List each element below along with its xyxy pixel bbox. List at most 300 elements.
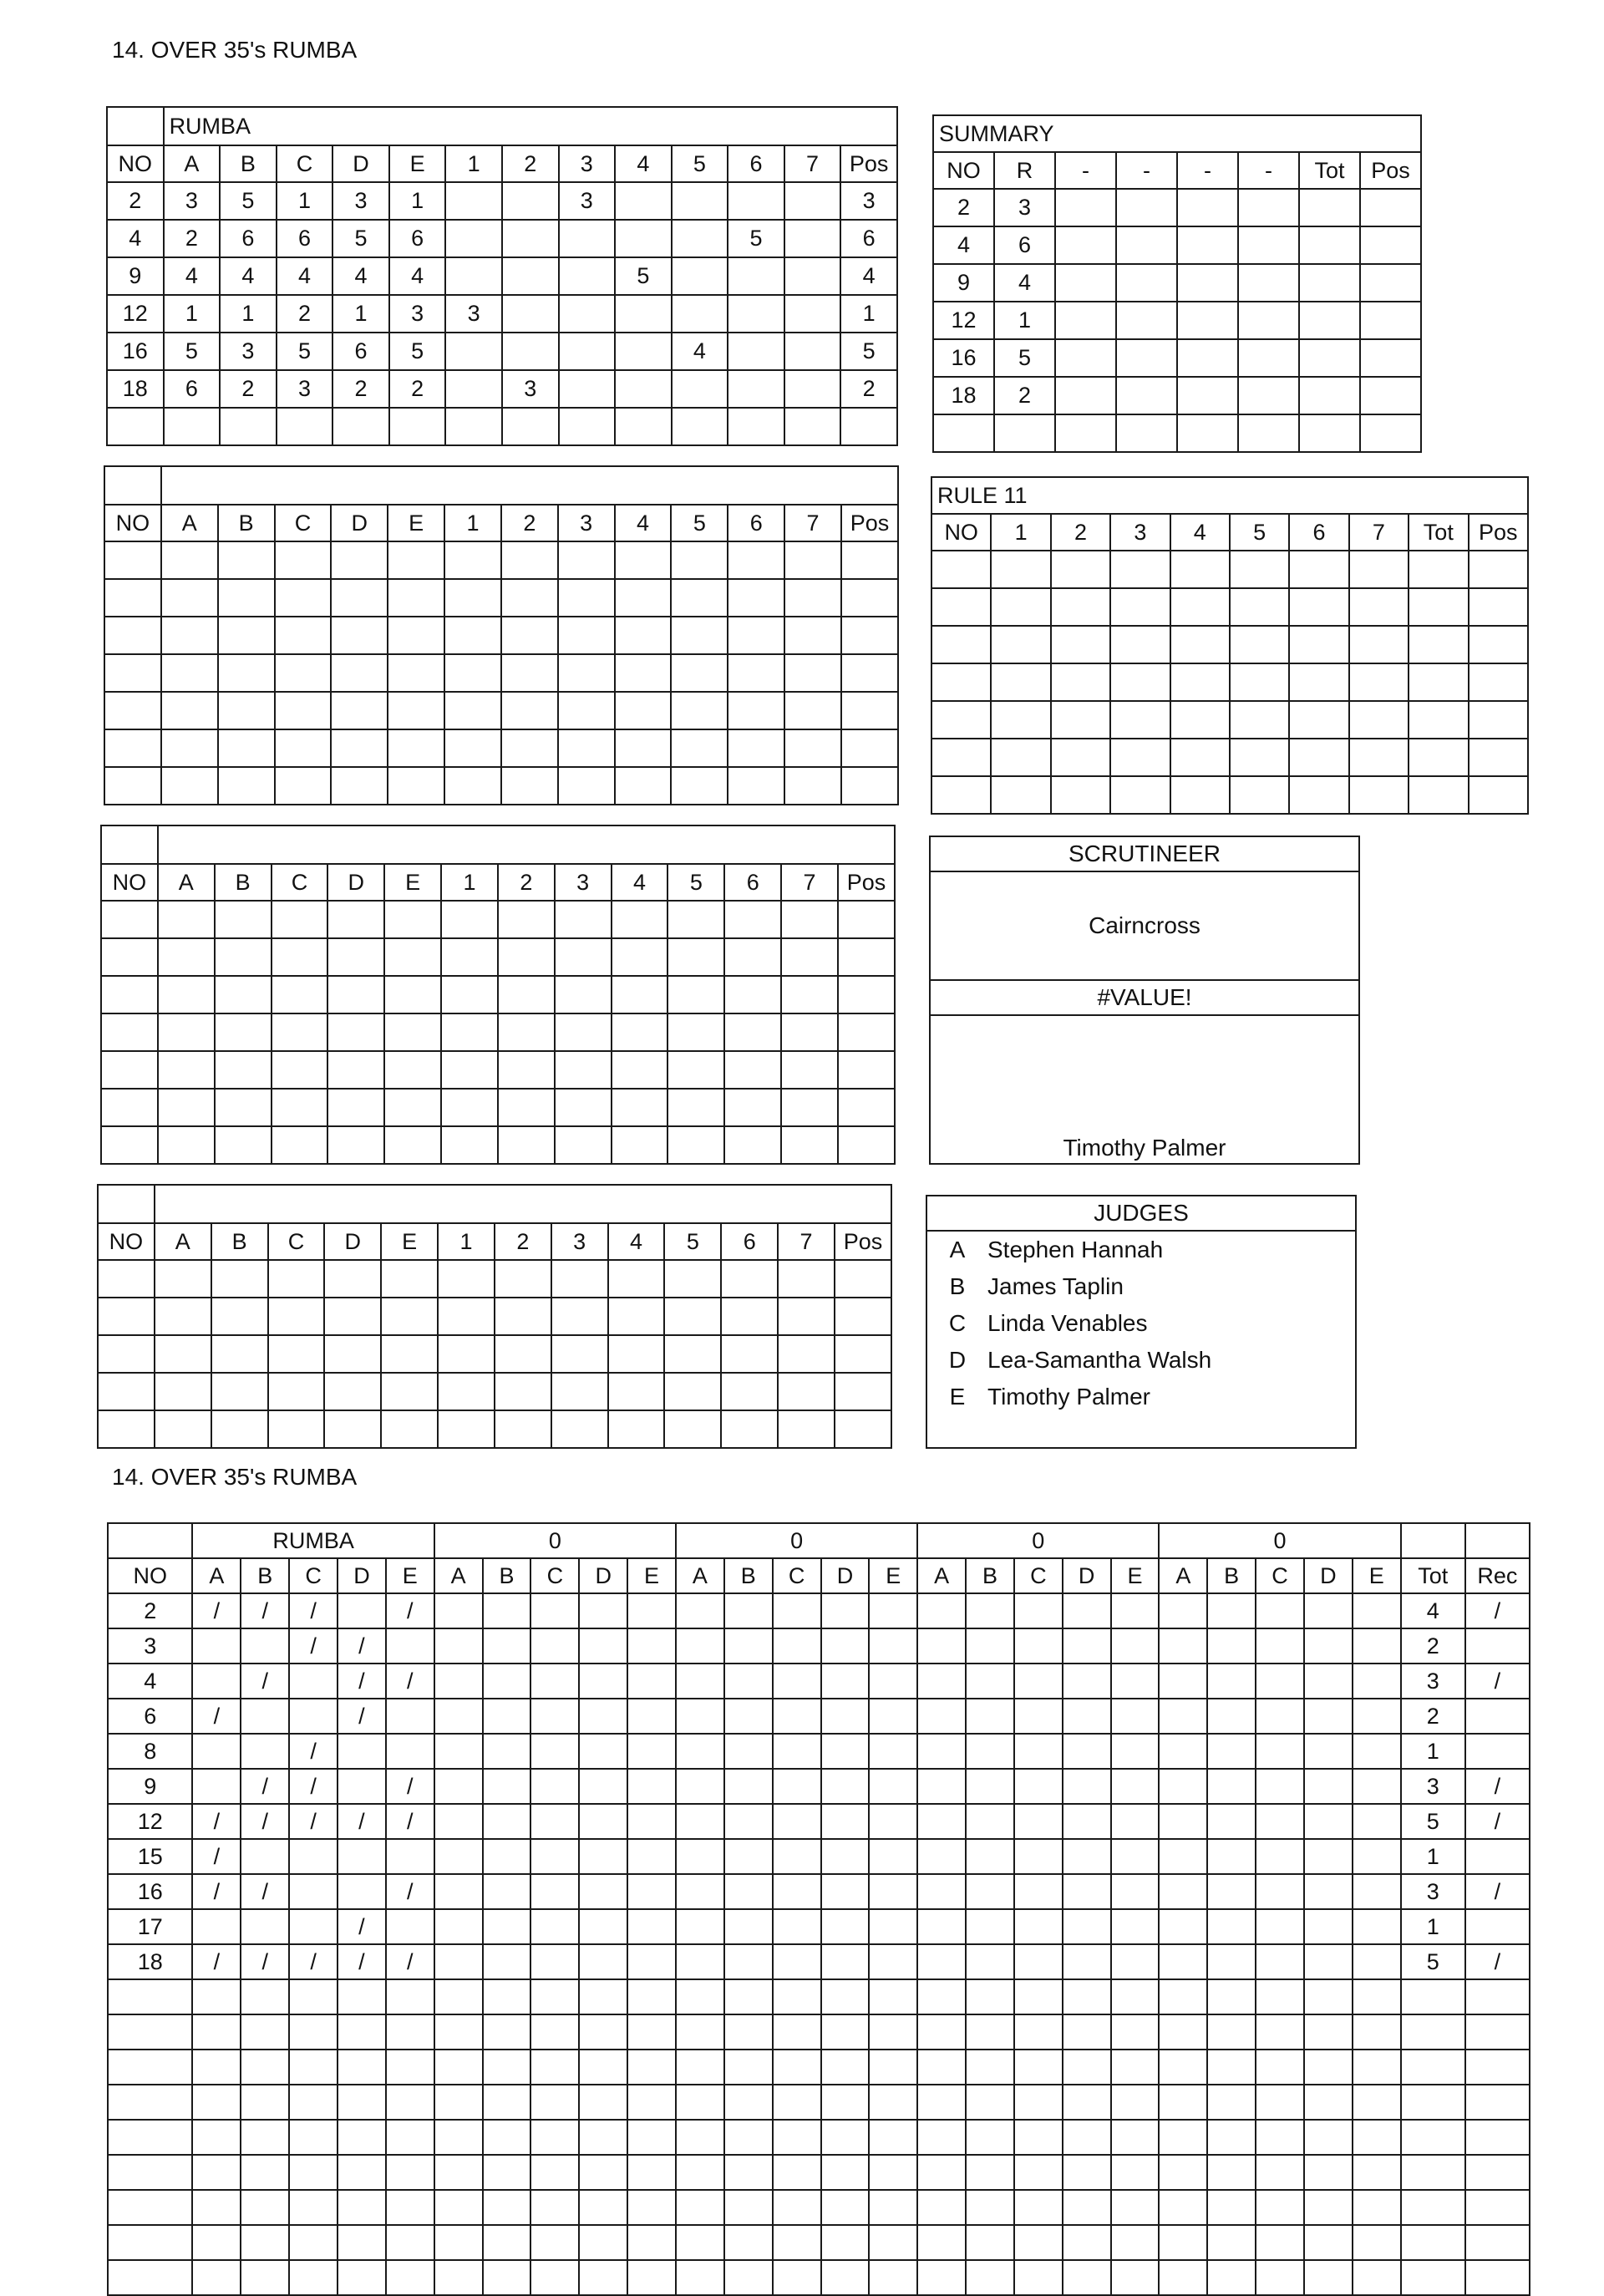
table-row xyxy=(108,2225,1530,2260)
empty-cell xyxy=(215,1089,272,1126)
empty-cell xyxy=(1063,1874,1111,1909)
empty-cell xyxy=(1207,1944,1256,1979)
empty-cell xyxy=(327,901,384,938)
column-header: 4 xyxy=(615,145,672,182)
empty-cell xyxy=(268,1298,325,1335)
empty-cell xyxy=(869,2260,917,2295)
empty-cell xyxy=(966,2190,1014,2225)
empty-cell xyxy=(917,1664,966,1699)
empty-cell xyxy=(627,1944,676,1979)
empty-cell xyxy=(991,551,1050,588)
summary-cell xyxy=(1299,339,1360,377)
empty-cell xyxy=(1207,2085,1256,2120)
empty-cell xyxy=(724,901,781,938)
table-row xyxy=(108,1769,1530,1804)
empty-cell xyxy=(773,2225,821,2260)
summary-cell xyxy=(1116,264,1177,302)
empty-cell xyxy=(1159,1839,1207,1874)
empty-cell xyxy=(1469,626,1528,663)
empty-cell xyxy=(1289,626,1348,663)
empty-cell xyxy=(917,1944,966,1979)
recall-tick-mark: / xyxy=(338,1804,386,1839)
empty-cell xyxy=(721,1260,778,1298)
empty-cell xyxy=(495,1260,551,1298)
empty-cell xyxy=(724,1089,781,1126)
column-header: C xyxy=(773,1558,821,1593)
column-header: 6 xyxy=(721,1223,778,1260)
summary-cell xyxy=(1299,264,1360,302)
judge-name: Stephen Hannah xyxy=(987,1237,1164,1262)
empty-cell xyxy=(773,2050,821,2085)
empty-cell xyxy=(1256,1699,1304,1734)
empty-cell xyxy=(289,2014,338,2050)
header-row xyxy=(933,152,1421,189)
empty-cell xyxy=(441,1051,498,1089)
table-row xyxy=(933,302,1421,339)
column-header: - xyxy=(1055,152,1116,189)
empty-cell xyxy=(676,1944,724,1979)
dance-group-label: 0 xyxy=(1159,1523,1400,1558)
column-header: E xyxy=(869,1558,917,1593)
empty-cell xyxy=(551,1335,608,1373)
empty-cell xyxy=(483,1979,531,2014)
empty-cell xyxy=(1304,1804,1353,1839)
empty-cell xyxy=(615,692,672,729)
mark-cell: 4 xyxy=(672,333,728,370)
empty-cell xyxy=(966,2014,1014,2050)
empty-cell xyxy=(1063,2190,1111,2225)
empty-cell xyxy=(275,654,332,692)
empty-cell xyxy=(676,1909,724,1944)
summary-cell xyxy=(1177,226,1238,264)
empty-cell xyxy=(1304,1909,1353,1944)
mark-cell xyxy=(672,408,728,445)
table-row xyxy=(107,370,897,408)
recall-tick-mark: / xyxy=(386,1944,434,1979)
empty-cell xyxy=(495,1335,551,1373)
empty-cell xyxy=(434,2085,483,2120)
empty-cell xyxy=(241,1979,289,2014)
empty-cell xyxy=(1111,2050,1160,2085)
empty-cell xyxy=(1353,2260,1401,2295)
column-header: Tot xyxy=(1401,1558,1465,1593)
empty-cell xyxy=(579,2085,627,2120)
empty-cell xyxy=(161,729,218,767)
empty-cell xyxy=(1409,739,1468,776)
table-row xyxy=(98,1410,891,1448)
table-row xyxy=(104,654,898,692)
summary-cell xyxy=(1360,377,1421,414)
empty-cell xyxy=(917,1593,966,1628)
empty-cell xyxy=(1230,626,1289,663)
total-cell: 1 xyxy=(1401,1909,1465,1944)
empty-cell xyxy=(155,1410,211,1448)
mark-cell xyxy=(502,220,559,257)
empty-cell xyxy=(192,1979,241,2014)
empty-cell xyxy=(821,1628,870,1664)
empty-cell xyxy=(724,1769,773,1804)
spacer-cell xyxy=(1465,1523,1530,1558)
empty-cell xyxy=(991,588,1050,626)
empty-cell xyxy=(778,1260,835,1298)
empty-cell xyxy=(268,1410,325,1448)
empty-cell xyxy=(608,1260,665,1298)
empty-cell xyxy=(821,1664,870,1699)
empty-cell xyxy=(773,1593,821,1628)
empty-cell xyxy=(1159,1628,1207,1664)
empty-cell xyxy=(1063,1839,1111,1874)
empty-cell xyxy=(627,2190,676,2225)
empty-cell xyxy=(966,1804,1014,1839)
column-header: 6 xyxy=(1289,514,1348,551)
mark-cell: 4 xyxy=(220,257,277,295)
empty-cell xyxy=(384,1089,441,1126)
column-header: C xyxy=(272,864,328,901)
empty-cell xyxy=(1014,2050,1063,2085)
empty-cell xyxy=(838,1126,895,1164)
empty-cell xyxy=(724,1839,773,1874)
empty-cell xyxy=(386,2014,434,2050)
empty-cell xyxy=(158,1126,215,1164)
empty-cell xyxy=(1230,739,1289,776)
summary-cell xyxy=(1177,339,1238,377)
empty-cell xyxy=(1159,1874,1207,1909)
empty-cell xyxy=(530,2155,579,2190)
empty-cell xyxy=(821,1944,870,1979)
competitor-number: 8 xyxy=(108,1734,192,1769)
recall-tick-mark: / xyxy=(241,1874,289,1909)
empty-cell xyxy=(1256,1664,1304,1699)
judges-box-clip xyxy=(926,1195,1358,1410)
empty-cell xyxy=(338,2014,386,2050)
empty-cell xyxy=(821,1804,870,1839)
empty-cell xyxy=(530,1664,579,1699)
summary-cell xyxy=(1116,414,1177,452)
empty-cell xyxy=(821,2190,870,2225)
empty-cell xyxy=(384,901,441,938)
empty-cell xyxy=(917,1909,966,1944)
column-header: Pos xyxy=(838,864,895,901)
empty-cell xyxy=(386,1734,434,1769)
empty-cell xyxy=(1207,1769,1256,1804)
column-header: 7 xyxy=(784,145,841,182)
column-header: C xyxy=(268,1223,325,1260)
empty-cell xyxy=(579,1944,627,1979)
column-header: A xyxy=(434,1558,483,1593)
header-row xyxy=(931,514,1528,551)
recall-tick-mark: / xyxy=(192,1944,241,1979)
empty-cell xyxy=(483,1699,531,1734)
empty-cell xyxy=(1353,1944,1401,1979)
empty-cell xyxy=(676,2190,724,2225)
judges-list xyxy=(927,1232,1355,1415)
empty-cell xyxy=(1207,1628,1256,1664)
empty-cell xyxy=(838,976,895,1013)
mark-cell: 1 xyxy=(277,182,333,220)
empty-cell xyxy=(241,1839,289,1874)
empty-cell xyxy=(272,938,328,976)
empty-cell xyxy=(966,1699,1014,1734)
empty-cell xyxy=(917,1874,966,1909)
empty-cell xyxy=(327,1126,384,1164)
empty-cell xyxy=(338,2225,386,2260)
empty-cell xyxy=(104,617,161,654)
empty-cell xyxy=(1353,1664,1401,1699)
empty-cell xyxy=(241,1734,289,1769)
table-row xyxy=(933,264,1421,302)
empty-cell xyxy=(671,767,728,805)
empty-cell xyxy=(331,692,388,729)
empty-cell xyxy=(784,541,841,579)
column-header: B xyxy=(966,1558,1014,1593)
mark-cell xyxy=(615,408,672,445)
summary-cell xyxy=(1055,302,1116,339)
empty-cell xyxy=(627,1804,676,1839)
empty-cell xyxy=(773,2085,821,2120)
recall-tick-mark: / xyxy=(338,1699,386,1734)
recall-tick-mark: / xyxy=(289,1593,338,1628)
empty-cell xyxy=(676,1839,724,1874)
empty-cell xyxy=(869,1769,917,1804)
empty-cell xyxy=(1230,588,1289,626)
spacer-cell xyxy=(108,1523,192,1558)
empty-cell xyxy=(1349,739,1409,776)
mark-cell xyxy=(615,295,672,333)
empty-cell xyxy=(1063,2014,1111,2050)
judges-title: JUDGES xyxy=(927,1196,1355,1232)
empty-cell xyxy=(1159,1769,1207,1804)
table-row xyxy=(108,2190,1530,2225)
empty-cell xyxy=(386,2050,434,2085)
total-cell xyxy=(1401,2225,1465,2260)
recall-tick-mark: / xyxy=(1465,1593,1530,1628)
empty-cell xyxy=(627,1874,676,1909)
empty-cell xyxy=(1289,776,1348,814)
table-row xyxy=(108,1979,1530,2014)
empty-cell xyxy=(434,2225,483,2260)
column-header: E xyxy=(386,1558,434,1593)
mark-cell xyxy=(164,408,221,445)
mark-cell: 4 xyxy=(107,220,164,257)
empty-cell xyxy=(104,729,161,767)
empty-cell xyxy=(1409,701,1468,739)
empty-cell xyxy=(1111,1944,1160,1979)
column-header: Pos xyxy=(1469,514,1528,551)
empty-cell xyxy=(501,654,558,692)
empty-cell xyxy=(444,729,501,767)
empty-cell xyxy=(268,1335,325,1373)
mark-cell: 3 xyxy=(277,370,333,408)
empty-cell xyxy=(241,2085,289,2120)
empty-cell xyxy=(218,692,275,729)
empty-cell xyxy=(1159,2014,1207,2050)
empty-cell xyxy=(444,541,501,579)
empty-cell xyxy=(1349,626,1409,663)
judge-row xyxy=(927,1305,1355,1342)
empty-cell xyxy=(627,1909,676,1944)
empty-cell xyxy=(917,2260,966,2295)
empty-cell xyxy=(773,2155,821,2190)
empty-cell xyxy=(241,1909,289,1944)
empty-cell xyxy=(1170,551,1230,588)
empty-cell xyxy=(1111,1769,1160,1804)
empty-cell xyxy=(1159,1804,1207,1839)
judge-letter: A xyxy=(949,1237,966,1262)
empty-cell xyxy=(1051,701,1110,739)
empty-cell xyxy=(1230,701,1289,739)
column-header: A xyxy=(192,1558,241,1593)
mark-cell xyxy=(107,408,164,445)
mark-cell: 3 xyxy=(445,295,502,333)
empty-cell xyxy=(434,2155,483,2190)
empty-cell xyxy=(483,1804,531,1839)
mark-cell xyxy=(445,370,502,408)
empty-cell xyxy=(1465,1628,1530,1664)
header-row xyxy=(108,1558,1530,1593)
rule11-table xyxy=(931,476,1529,815)
empty-cell xyxy=(664,1260,721,1298)
empty-cell xyxy=(579,1699,627,1734)
empty-cell xyxy=(728,767,784,805)
column-header: A xyxy=(917,1558,966,1593)
empty-cell xyxy=(158,1013,215,1051)
empty-cell xyxy=(1063,1944,1111,1979)
spacer-cell xyxy=(104,466,161,505)
dance-group-label: 0 xyxy=(676,1523,917,1558)
empty-cell xyxy=(1063,1979,1111,2014)
column-header: B xyxy=(241,1558,289,1593)
empty-cell xyxy=(289,1664,338,1699)
empty-cell xyxy=(434,2014,483,2050)
judge-letter: D xyxy=(948,1347,967,1373)
empty-cell xyxy=(381,1298,438,1335)
table-title: RULE 11 xyxy=(931,477,1528,514)
empty-cell xyxy=(158,938,215,976)
empty-cell xyxy=(338,2120,386,2155)
empty-cell xyxy=(1353,1699,1401,1734)
empty-cell xyxy=(627,2260,676,2295)
empty-cell xyxy=(781,1051,838,1089)
empty-cell xyxy=(676,1769,724,1804)
mark-cell: 4 xyxy=(389,257,446,295)
empty-cell xyxy=(671,729,728,767)
empty-cell xyxy=(98,1373,155,1410)
empty-cell xyxy=(664,1335,721,1373)
empty-cell xyxy=(627,1769,676,1804)
mark-cell xyxy=(672,182,728,220)
recall-tick-mark: / xyxy=(338,1909,386,1944)
total-cell: 2 xyxy=(1401,1699,1465,1734)
empty-cell xyxy=(728,541,784,579)
empty-cell xyxy=(1409,663,1468,701)
empty-cell xyxy=(671,654,728,692)
empty-cell xyxy=(272,1013,328,1051)
empty-cell xyxy=(841,579,898,617)
empty-cell xyxy=(724,2155,773,2190)
mark-cell: 4 xyxy=(277,257,333,295)
empty-cell xyxy=(676,1664,724,1699)
empty-cell xyxy=(664,1373,721,1410)
empty-cell xyxy=(268,1260,325,1298)
empty-cell xyxy=(869,2155,917,2190)
empty-cell xyxy=(821,1593,870,1628)
empty-cell xyxy=(773,1769,821,1804)
empty-cell xyxy=(671,692,728,729)
column-header: NO xyxy=(101,864,158,901)
empty-cell xyxy=(192,2120,241,2155)
empty-cell xyxy=(1063,1593,1111,1628)
empty-cell xyxy=(917,1839,966,1874)
empty-cell xyxy=(1063,1909,1111,1944)
empty-cell xyxy=(1159,2120,1207,2155)
empty-cell xyxy=(917,1769,966,1804)
empty-cell xyxy=(724,1051,781,1089)
scrutineer-second-name: Timothy Palmer xyxy=(1063,1135,1226,1161)
empty-cell xyxy=(728,617,784,654)
empty-cell xyxy=(161,692,218,729)
empty-cell xyxy=(498,1013,555,1051)
empty-cell xyxy=(869,2050,917,2085)
empty-cell xyxy=(1014,1979,1063,2014)
summary-cell xyxy=(1055,339,1116,377)
empty-cell xyxy=(1465,2050,1530,2085)
column-header: C xyxy=(1014,1558,1063,1593)
empty-cell xyxy=(1111,1804,1160,1839)
empty-cell xyxy=(324,1373,381,1410)
empty-cell xyxy=(838,938,895,976)
table-row xyxy=(931,739,1528,776)
empty-cell xyxy=(612,938,668,976)
spacer-cell xyxy=(98,1185,155,1223)
column-header: B xyxy=(211,1223,268,1260)
column-header: C xyxy=(1256,1558,1304,1593)
column-header: NO xyxy=(933,152,994,189)
empty-cell xyxy=(627,1699,676,1734)
empty-cell xyxy=(268,1373,325,1410)
empty-cell xyxy=(1207,1804,1256,1839)
empty-cell xyxy=(917,2190,966,2225)
empty-cell xyxy=(667,976,724,1013)
empty-cell xyxy=(931,626,991,663)
empty-cell xyxy=(773,1874,821,1909)
empty-cell xyxy=(627,1593,676,1628)
empty-cell xyxy=(101,1051,158,1089)
empty-cell xyxy=(155,1335,211,1373)
table-row xyxy=(98,1260,891,1298)
column-header: - xyxy=(1238,152,1299,189)
empty-cell xyxy=(1110,551,1170,588)
mark-cell: 18 xyxy=(107,370,164,408)
empty-cell xyxy=(555,1051,612,1089)
empty-cell xyxy=(331,767,388,805)
table-row xyxy=(101,1051,895,1089)
empty-cell xyxy=(676,1734,724,1769)
empty-cell xyxy=(434,2260,483,2295)
empty-cell xyxy=(101,1089,158,1126)
empty-cell xyxy=(1051,551,1110,588)
empty-cell xyxy=(1304,1699,1353,1734)
empty-cell xyxy=(1111,1839,1160,1874)
empty-cell xyxy=(530,1839,579,1874)
empty-cell xyxy=(966,2225,1014,2260)
empty-cell xyxy=(1014,2190,1063,2225)
mark-cell: 4 xyxy=(164,257,221,295)
empty-cell xyxy=(724,1944,773,1979)
mark-cell: 2 xyxy=(840,370,897,408)
empty-cell xyxy=(579,1979,627,2014)
empty-cell xyxy=(724,1126,781,1164)
summary-cell: 4 xyxy=(933,226,994,264)
